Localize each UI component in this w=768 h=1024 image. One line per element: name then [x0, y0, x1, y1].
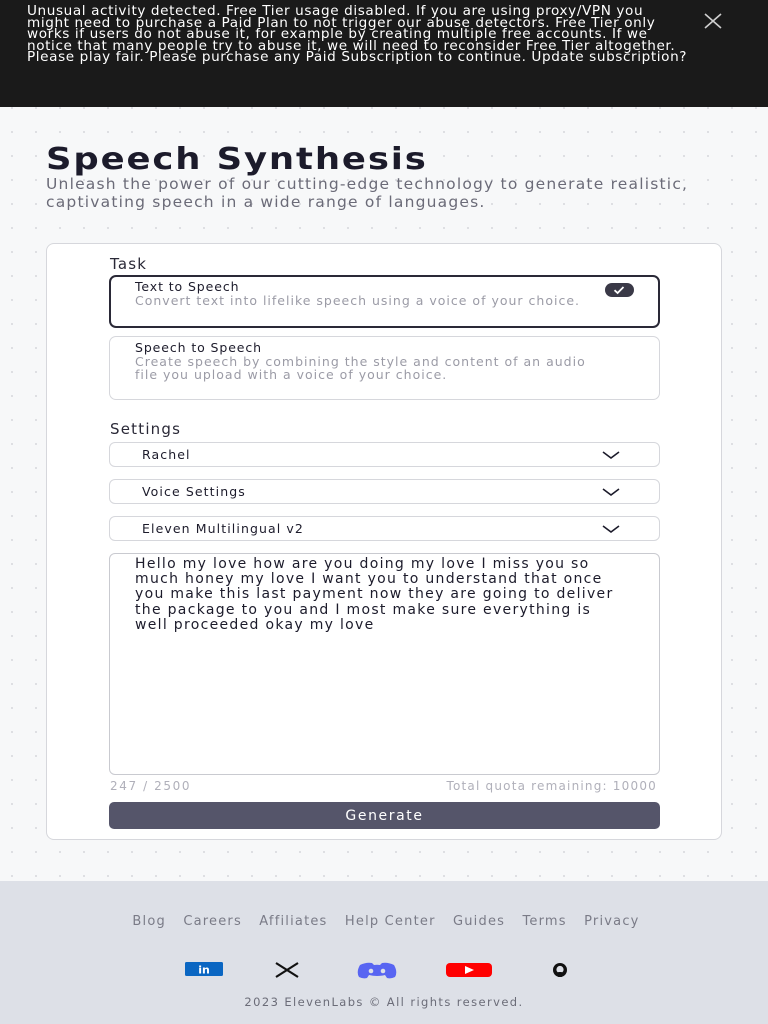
svg-text:in: in — [198, 963, 210, 977]
github-icon[interactable] — [540, 961, 580, 979]
voice-select-value: Rachel — [142, 447, 191, 462]
footer — [0, 881, 768, 1024]
model-select[interactable] — [109, 516, 660, 541]
voice-settings-select[interactable] — [109, 479, 660, 504]
task-option-speech-to-speech[interactable] — [109, 336, 660, 400]
synthesis-card — [46, 243, 722, 840]
footer-link-affiliates[interactable]: Affiliates — [259, 914, 328, 929]
settings-label: Settings — [110, 420, 182, 438]
page-title: Speech Synthesis — [46, 142, 428, 177]
footer-link-blog[interactable]: Blog — [132, 914, 166, 929]
chevron-down-icon — [601, 487, 621, 497]
checkmark-icon — [605, 283, 634, 297]
task-option-description: Convert text into lifelike speech using a voice of your choice. — [135, 293, 580, 308]
footer-link-help-center[interactable]: Help Center — [344, 914, 436, 929]
footer-links — [56, 915, 716, 928]
text-input[interactable] — [109, 553, 660, 775]
close-icon[interactable] — [702, 10, 724, 32]
chevron-down-icon — [601, 450, 621, 460]
model-select-value: Eleven Multilingual v2 — [142, 521, 304, 536]
copyright-text: 2023 ElevenLabs © All rights reserved. — [244, 995, 524, 1009]
footer-link-careers[interactable]: Careers — [183, 914, 242, 929]
chevron-down-icon — [601, 524, 621, 534]
task-option-text-to-speech[interactable] — [109, 275, 660, 328]
x-icon[interactable] — [272, 961, 304, 979]
character-counter: 247 / 2500 — [110, 779, 192, 793]
page-subtitle: Unleash the power of our cutting-edge technology to generate realistic, captivating speech in a wide range of languages. — [46, 175, 689, 211]
footer-link-privacy[interactable]: Privacy — [584, 914, 640, 929]
generate-button[interactable]: Generate — [109, 802, 660, 829]
task-label: Task — [110, 255, 148, 273]
footer-link-guides[interactable]: Guides — [452, 914, 506, 929]
task-option-title: Speech to Speech — [135, 340, 262, 355]
voice-select[interactable] — [109, 442, 660, 467]
youtube-icon[interactable] — [446, 961, 492, 979]
task-option-title: Text to Speech — [135, 279, 240, 294]
linkedin-icon[interactable] — [185, 961, 223, 979]
voice-settings-label: Voice Settings — [142, 484, 246, 499]
task-option-description: Create speech by combining the style and content of an audio file you upload with a voice of your choice. — [135, 354, 586, 382]
footer-link-terms[interactable]: Terms — [522, 914, 567, 929]
banner-text: Unusual activity detected. Free Tier usage disabled. If you are using proxy/VPN you might need to purchase a Paid Plan to not trigger our abuse detectors. Free Tier only works if users do not abuse it, for example by creating multiple free accounts. If we notice that many people try to abuse it, we will need to reconsider Free Tier altogether. Please play fair. Please purchase any Paid Subscription to continue. Update subscription? — [27, 3, 688, 66]
abuse-warning-banner — [0, 0, 768, 107]
quota-remaining: Total quota remaining: 10000 — [446, 779, 657, 793]
discord-icon[interactable] — [354, 961, 400, 979]
